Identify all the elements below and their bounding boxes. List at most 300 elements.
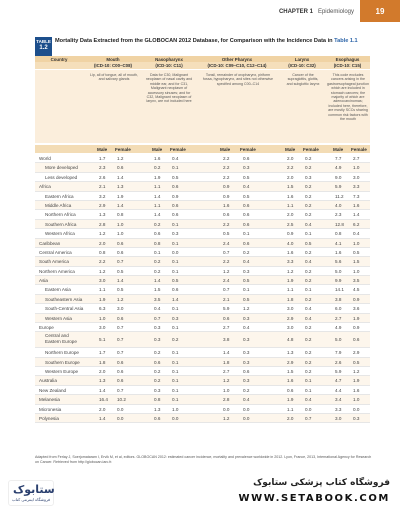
table-cell: 0.2 bbox=[305, 249, 312, 255]
table-cell: 0.4 bbox=[243, 397, 250, 403]
table-cell: 0.6 bbox=[117, 378, 124, 384]
table-cell: 6.3 bbox=[99, 306, 106, 312]
table-cell: 0.5 bbox=[353, 249, 360, 255]
table-cell: 1.2 bbox=[117, 156, 124, 161]
table-row bbox=[35, 248, 370, 257]
site-description-row bbox=[35, 70, 370, 143]
table-cell: 1.3 bbox=[99, 378, 106, 384]
table-row bbox=[35, 173, 370, 182]
table-cell: 1.1 bbox=[154, 184, 161, 190]
table-row bbox=[35, 332, 370, 348]
table-cell: 3.6 bbox=[353, 306, 360, 312]
table-cell: 0.6 bbox=[172, 202, 179, 208]
table-row bbox=[35, 267, 370, 276]
table-cell: 2.2 bbox=[99, 259, 106, 265]
site-header-larynx: Larynx bbox=[294, 56, 310, 62]
table-cell: 6.2 bbox=[353, 221, 360, 227]
table-cell: 0.3 bbox=[172, 231, 179, 237]
table-label bbox=[35, 37, 52, 56]
shop-name: فروشگاه کتاب پزشکی ستابوک bbox=[253, 478, 390, 488]
table-cell: 0.4 bbox=[243, 325, 250, 331]
table-cell: 1.9 bbox=[287, 397, 294, 403]
row-label: Middle Africa bbox=[45, 202, 72, 208]
table-cell: 0.4 bbox=[305, 315, 312, 321]
row-label: South-Central Asia bbox=[45, 306, 84, 312]
table-cell: 1.0 bbox=[353, 165, 360, 171]
table-cell: 1.2 bbox=[223, 268, 230, 274]
table-cell: 4.0 bbox=[335, 202, 342, 208]
female-header: Female bbox=[303, 146, 319, 152]
logo-subtitle: فروشگاه اینترنتی کتاب bbox=[12, 497, 51, 502]
table-cell: 0.3 bbox=[243, 268, 250, 274]
table-cell: 2.0 bbox=[287, 415, 294, 421]
female-header: Female bbox=[351, 146, 367, 152]
table-cell: 2.8 bbox=[223, 397, 230, 403]
table-cell: 0.1 bbox=[172, 306, 179, 312]
table-cell: 1.1 bbox=[154, 202, 161, 208]
table-cell: 1.3 bbox=[287, 350, 294, 356]
table-row bbox=[35, 257, 370, 266]
table-cell: 16.4 bbox=[99, 397, 108, 403]
table-cell: 10.2 bbox=[117, 397, 126, 403]
table-cell: 1.9 bbox=[154, 174, 161, 180]
desc-mouth: Lip, all of tongue, all of mouth, and salivary glands bbox=[90, 73, 138, 82]
table-cell: 0.6 bbox=[117, 315, 124, 321]
mortality-table-body bbox=[35, 154, 370, 423]
table-row bbox=[35, 358, 370, 367]
icd-code-row bbox=[35, 62, 370, 69]
table-cell: 1.4 bbox=[154, 212, 161, 218]
table-cell: 0.3 bbox=[243, 337, 250, 343]
desc-other-pharynx: Tonsil, remainder of oropharynx, piriform fossa, hypopharynx, and sites not otherwise specified among C00–C14 bbox=[203, 73, 273, 86]
table-cell: 0.2 bbox=[305, 278, 312, 284]
table-cell: 1.2 bbox=[99, 268, 106, 274]
table-cell: 0.3 bbox=[154, 337, 161, 343]
male-header: Male bbox=[152, 146, 163, 152]
row-label: Western Asia bbox=[45, 315, 72, 321]
table-cell: 1.6 bbox=[287, 193, 294, 199]
table-title-ref[interactable]: Table 1.1 bbox=[334, 38, 358, 44]
page-number: 19 bbox=[360, 0, 400, 22]
table-cell: 2.6 bbox=[335, 359, 342, 365]
table-cell: 1.0 bbox=[172, 406, 179, 412]
table-cell: 2.7 bbox=[353, 156, 360, 161]
table-cell: 0.6 bbox=[243, 221, 250, 227]
table-row bbox=[35, 304, 370, 313]
table-cell: 2.9 bbox=[287, 359, 294, 365]
table-cell: 0.2 bbox=[305, 296, 312, 302]
table-row bbox=[35, 314, 370, 323]
row-label: New Zealand bbox=[39, 387, 67, 393]
table-cell: 0.0 bbox=[305, 406, 312, 412]
table-cell: 0.7 bbox=[154, 315, 161, 321]
table-row bbox=[35, 386, 370, 395]
table-cell: 2.7 bbox=[223, 369, 230, 374]
table-cell: 1.7 bbox=[99, 350, 106, 356]
table-cell: 0.1 bbox=[154, 249, 161, 255]
female-header: Female bbox=[240, 146, 256, 152]
table-cell: 1.4 bbox=[353, 212, 360, 218]
setabook-logo bbox=[8, 480, 54, 506]
table-cell: 4.9 bbox=[335, 325, 342, 331]
row-label: Southeastern Asia bbox=[45, 296, 83, 302]
table-cell: 0.2 bbox=[154, 165, 161, 171]
table-cell: 0.6 bbox=[353, 337, 360, 343]
table-cell: 0.6 bbox=[117, 249, 124, 255]
table-cell: 0.2 bbox=[305, 337, 312, 343]
running-head bbox=[279, 9, 354, 15]
row-label: Eastern Asia bbox=[45, 287, 71, 293]
table-cell: 7.7 bbox=[335, 156, 342, 161]
table-cell: 1.1 bbox=[287, 202, 294, 208]
table-cell: 0.2 bbox=[305, 193, 312, 199]
table-cell: 0.7 bbox=[117, 350, 124, 356]
table-cell: 3.2 bbox=[99, 193, 106, 199]
table-cell: 1.0 bbox=[353, 240, 360, 246]
table-cell: 0.1 bbox=[172, 378, 179, 384]
table-row bbox=[35, 276, 370, 285]
table-cell: 2.6 bbox=[99, 174, 106, 180]
row-label: Southern Europe bbox=[45, 359, 80, 365]
table-row bbox=[35, 163, 370, 172]
table-cell: 0.4 bbox=[305, 397, 312, 403]
table-cell: 1.0 bbox=[353, 268, 360, 274]
table-cell: 7.3 bbox=[353, 193, 360, 199]
table-cell: 0.2 bbox=[243, 249, 250, 255]
table-cell: 0.1 bbox=[243, 231, 250, 237]
table-cell: 0.6 bbox=[172, 212, 179, 218]
table-cell: 1.4 bbox=[117, 174, 124, 180]
female-header: Female bbox=[115, 146, 131, 152]
table-cell: 0.0 bbox=[117, 406, 124, 412]
table-cell: 2.2 bbox=[287, 165, 294, 171]
table-cell: 0.8 bbox=[154, 240, 161, 246]
table-cell: 14.1 bbox=[335, 287, 344, 293]
table-cell: 2.7 bbox=[223, 325, 230, 331]
table-cell: 0.7 bbox=[117, 259, 124, 265]
page-header bbox=[0, 0, 400, 22]
table-cell: 0.1 bbox=[305, 231, 312, 237]
table-cell: 0.7 bbox=[117, 387, 124, 393]
table-cell: 5.9 bbox=[335, 184, 342, 190]
table-cell: 0.4 bbox=[243, 184, 250, 190]
table-cell: 1.3 bbox=[154, 406, 161, 412]
table-cell: 0.5 bbox=[223, 231, 230, 237]
table-cell: 0.2 bbox=[154, 378, 161, 384]
table-row bbox=[35, 323, 370, 332]
table-cell: 0.2 bbox=[305, 212, 312, 218]
table-row bbox=[35, 229, 370, 238]
table-cell: 0.1 bbox=[172, 359, 179, 365]
table-row bbox=[35, 192, 370, 201]
table-cell: 0.2 bbox=[305, 165, 312, 171]
table-cell: 1.2 bbox=[353, 369, 360, 374]
table-cell: 0.7 bbox=[305, 415, 312, 421]
table-cell: 0.6 bbox=[117, 359, 124, 365]
table-cell: 1.2 bbox=[99, 231, 106, 237]
table-cell: 3.8 bbox=[335, 296, 342, 302]
row-label: Less developed bbox=[45, 174, 78, 180]
table-cell: 2.9 bbox=[287, 315, 294, 321]
table-cell: 0.4 bbox=[243, 259, 250, 265]
table-row bbox=[35, 201, 370, 210]
table-cell: 0.9 bbox=[353, 296, 360, 302]
table-cell: 4.1 bbox=[335, 240, 342, 246]
table-cell: 1.3 bbox=[99, 212, 106, 218]
table-cell: 3.0 bbox=[353, 174, 360, 180]
row-label: Western Europe bbox=[45, 369, 79, 374]
table-cell: 0.2 bbox=[305, 184, 312, 190]
table-cell: 1.6 bbox=[223, 202, 230, 208]
table-cell: 0.3 bbox=[154, 325, 161, 331]
table-cell: 1.9 bbox=[353, 378, 360, 384]
table-cell: 2.2 bbox=[223, 156, 230, 161]
table-row bbox=[35, 154, 370, 163]
table-cell: 1.4 bbox=[154, 278, 161, 284]
table-cell: 0.5 bbox=[117, 268, 124, 274]
table-cell: 2.2 bbox=[223, 259, 230, 265]
table-cell: 0.3 bbox=[243, 315, 250, 321]
table-cell: 0.1 bbox=[243, 287, 250, 293]
table-cell: 3.0 bbox=[99, 278, 106, 284]
table-cell: 0.2 bbox=[305, 359, 312, 365]
table-cell: 0.1 bbox=[172, 268, 179, 274]
table-cell: 0.5 bbox=[243, 193, 250, 199]
icd-mouth: (ICD-10: C00–C08) bbox=[93, 63, 133, 68]
table-cell: 0.5 bbox=[353, 359, 360, 365]
table-cell: 0.3 bbox=[243, 350, 250, 356]
table-cell: 2.2 bbox=[223, 174, 230, 180]
table-cell: 2.0 bbox=[287, 156, 294, 161]
table-cell: 0.3 bbox=[154, 387, 161, 393]
table-cell: 1.1 bbox=[287, 406, 294, 412]
male-header: Male bbox=[220, 146, 231, 152]
table-cell: 6.0 bbox=[335, 306, 342, 312]
table-cell: 9.0 bbox=[335, 174, 342, 180]
table-cell: 2.1 bbox=[223, 296, 230, 302]
table-cell: 2.9 bbox=[99, 202, 106, 208]
table-cell: 2.2 bbox=[223, 165, 230, 171]
icd-nasopharynx: (ICD-10: C11) bbox=[155, 63, 183, 68]
table-row bbox=[35, 405, 370, 414]
table-cell: 2.2 bbox=[223, 221, 230, 227]
table-cell: 1.1 bbox=[99, 287, 106, 293]
table-cell: 0.3 bbox=[172, 315, 179, 321]
table-cell: 0.8 bbox=[117, 212, 124, 218]
row-label: Eastern Africa bbox=[45, 193, 74, 199]
table-cell: 2.0 bbox=[99, 240, 106, 246]
table-cell: 4.7 bbox=[335, 378, 342, 384]
row-label: Polynesia bbox=[39, 415, 59, 421]
table-cell: 0.0 bbox=[172, 249, 179, 255]
row-label: Central America bbox=[39, 249, 72, 255]
table-cell: 0.4 bbox=[305, 221, 312, 227]
row-label: Southern Africa bbox=[45, 221, 77, 227]
table-cell: 0.1 bbox=[172, 369, 179, 374]
table-cell: 0.7 bbox=[223, 287, 230, 293]
table-cell: 0.5 bbox=[117, 287, 124, 293]
table-cell: 4.8 bbox=[287, 337, 294, 343]
table-cell: 0.3 bbox=[243, 359, 250, 365]
table-cell: 0.6 bbox=[223, 212, 230, 218]
row-label: Northern Africa bbox=[45, 212, 76, 218]
table-cell: 0.9 bbox=[223, 193, 230, 199]
table-cell: 0.3 bbox=[353, 415, 360, 421]
table-cell: 1.6 bbox=[154, 156, 161, 161]
table-cell: 0.7 bbox=[117, 325, 124, 331]
table-cell: 0.4 bbox=[154, 306, 161, 312]
table-row bbox=[35, 285, 370, 294]
table-cell: 3.8 bbox=[223, 337, 230, 343]
table-cell: 2.0 bbox=[99, 406, 106, 412]
table-cell: 0.9 bbox=[223, 184, 230, 190]
country-header: Country bbox=[50, 56, 68, 62]
table-cell: 1.4 bbox=[223, 350, 230, 356]
male-header: Male bbox=[97, 146, 108, 152]
table-cell: 0.3 bbox=[243, 378, 250, 384]
table-cell: 2.7 bbox=[335, 315, 342, 321]
table-cell: 1.9 bbox=[287, 278, 294, 284]
logo-text: ستابوک bbox=[13, 483, 55, 496]
site-header-nasopharynx: Nasopharynx bbox=[155, 56, 183, 62]
table-cell: 1.2 bbox=[243, 306, 250, 312]
table-cell: 0.6 bbox=[172, 287, 179, 293]
table-cell: 0.1 bbox=[305, 378, 312, 384]
table-row bbox=[35, 367, 370, 376]
table-cell: 0.5 bbox=[243, 174, 250, 180]
table-cell: 1.7 bbox=[99, 156, 106, 161]
table-cell: 1.4 bbox=[172, 296, 179, 302]
chapter-label: CHAPTER 1 bbox=[278, 9, 313, 15]
table-cell: 0.6 bbox=[223, 315, 230, 321]
table-cell: 4.5 bbox=[353, 287, 360, 293]
table-cell: 0.4 bbox=[305, 306, 312, 312]
table-cell: 1.4 bbox=[154, 193, 161, 199]
table-cell: 1.0 bbox=[117, 221, 124, 227]
table-cell: 3.5 bbox=[154, 296, 161, 302]
table-cell: 0.4 bbox=[305, 259, 312, 265]
table-cell: 1.6 bbox=[287, 249, 294, 255]
table-cell: 1.6 bbox=[353, 202, 360, 208]
row-label: Northern America bbox=[39, 268, 75, 274]
table-cell: 0.3 bbox=[243, 165, 250, 171]
section-label: Epidemiology bbox=[317, 9, 354, 15]
table-cell: 1.6 bbox=[335, 249, 342, 255]
table-cell: 2.3 bbox=[335, 212, 342, 218]
table-cell: 1.8 bbox=[99, 359, 106, 365]
table-cell: 4.4 bbox=[335, 387, 342, 393]
table-cell: 3.3 bbox=[287, 259, 294, 265]
table-cell: 1.9 bbox=[99, 296, 106, 302]
table-cell: 0.2 bbox=[154, 268, 161, 274]
table-cell: 0.1 bbox=[305, 287, 312, 293]
table-cell: 0.6 bbox=[172, 184, 179, 190]
table-cell: 1.2 bbox=[287, 268, 294, 274]
table-cell: 2.4 bbox=[223, 240, 230, 246]
table-row bbox=[35, 414, 370, 423]
table-cell: 1.4 bbox=[117, 278, 124, 284]
table-cell: 0.0 bbox=[243, 406, 250, 412]
table-cell: 3.0 bbox=[287, 325, 294, 331]
table-cell: 1.8 bbox=[287, 296, 294, 302]
row-label: More developed bbox=[45, 165, 78, 171]
table-row bbox=[35, 182, 370, 191]
table-cell: 2.0 bbox=[99, 369, 106, 374]
table-cell: 1.4 bbox=[117, 202, 124, 208]
website-url[interactable]: WWW.SETABOOK.COM bbox=[238, 493, 390, 504]
table-cell: 0.2 bbox=[243, 387, 250, 393]
row-label: Central and Eastern Europe bbox=[45, 333, 77, 345]
desc-larynx: Cancer of the supraglottis, glottis, and subglottic larynx bbox=[286, 73, 320, 86]
table-cell: 0.0 bbox=[243, 415, 250, 421]
row-label: Europe bbox=[39, 325, 54, 331]
row-label: Micronesia bbox=[39, 406, 62, 412]
table-cell: 1.8 bbox=[223, 359, 230, 365]
table-cell: 0.0 bbox=[117, 415, 124, 421]
table-cell: 5.9 bbox=[335, 369, 342, 374]
table-cell: 0.4 bbox=[353, 231, 360, 237]
table-cell: 3.4 bbox=[335, 397, 342, 403]
row-label: Caribbean bbox=[39, 240, 61, 246]
table-cell: 7.9 bbox=[335, 350, 342, 356]
table-cell: 2.5 bbox=[287, 221, 294, 227]
table-row bbox=[35, 376, 370, 385]
table-cell: 0.6 bbox=[117, 369, 124, 374]
table-row bbox=[35, 220, 370, 229]
table-cell: 0.4 bbox=[172, 156, 179, 161]
table-cell: 0.6 bbox=[117, 240, 124, 246]
table-cell: 0.2 bbox=[305, 156, 312, 161]
table-cell: 5.1 bbox=[99, 337, 106, 343]
table-cell: 0.6 bbox=[154, 231, 161, 237]
table-cell: 0.6 bbox=[117, 165, 124, 171]
table-cell: 0.6 bbox=[154, 359, 161, 365]
table-cell: 1.2 bbox=[117, 296, 124, 302]
table-cell: 0.5 bbox=[243, 278, 250, 284]
desc-nasopharynx: Data for C30, Malignant neoplasm of nasal cavity and middle ear, and for C31, Malignant neoplasm of accessory sinuses; and for C32, Malignant neoplasm of larynx, are not included here bbox=[145, 73, 193, 104]
table-cell: 0.7 bbox=[223, 249, 230, 255]
table-cell: 1.4 bbox=[99, 387, 106, 393]
row-label: Australia bbox=[39, 378, 57, 384]
table-cell: 0.8 bbox=[335, 231, 342, 237]
table-cell: 0.5 bbox=[172, 174, 179, 180]
table-cell: 1.4 bbox=[99, 415, 106, 421]
table-cell: 0.1 bbox=[172, 350, 179, 356]
table-cell: 0.1 bbox=[172, 259, 179, 265]
row-label: Northern Europe bbox=[45, 350, 79, 356]
table-cell: 0.5 bbox=[172, 278, 179, 284]
table-cell: 0.1 bbox=[172, 325, 179, 331]
table-cell: 1.1 bbox=[287, 287, 294, 293]
table-cell: 0.0 bbox=[353, 406, 360, 412]
table-cell: 1.0 bbox=[353, 397, 360, 403]
table-row bbox=[35, 210, 370, 219]
table-cell: 0.6 bbox=[243, 156, 250, 161]
table-cell: 0.6 bbox=[243, 212, 250, 218]
row-label: Melanesia bbox=[39, 397, 60, 403]
table-cell: 1.6 bbox=[353, 387, 360, 393]
table-cell: 1.3 bbox=[117, 184, 124, 190]
table-title bbox=[55, 38, 365, 45]
site-header-esophagus: Esophagus bbox=[335, 56, 360, 62]
table-cell: 12.8 bbox=[335, 221, 344, 227]
table-cell: 1.2 bbox=[223, 415, 230, 421]
table-cell: 0.6 bbox=[154, 415, 161, 421]
table-cell: 0.2 bbox=[154, 350, 161, 356]
table-cell: 5.9 bbox=[223, 306, 230, 312]
male-header: Male bbox=[285, 146, 296, 152]
table-row bbox=[35, 395, 370, 404]
